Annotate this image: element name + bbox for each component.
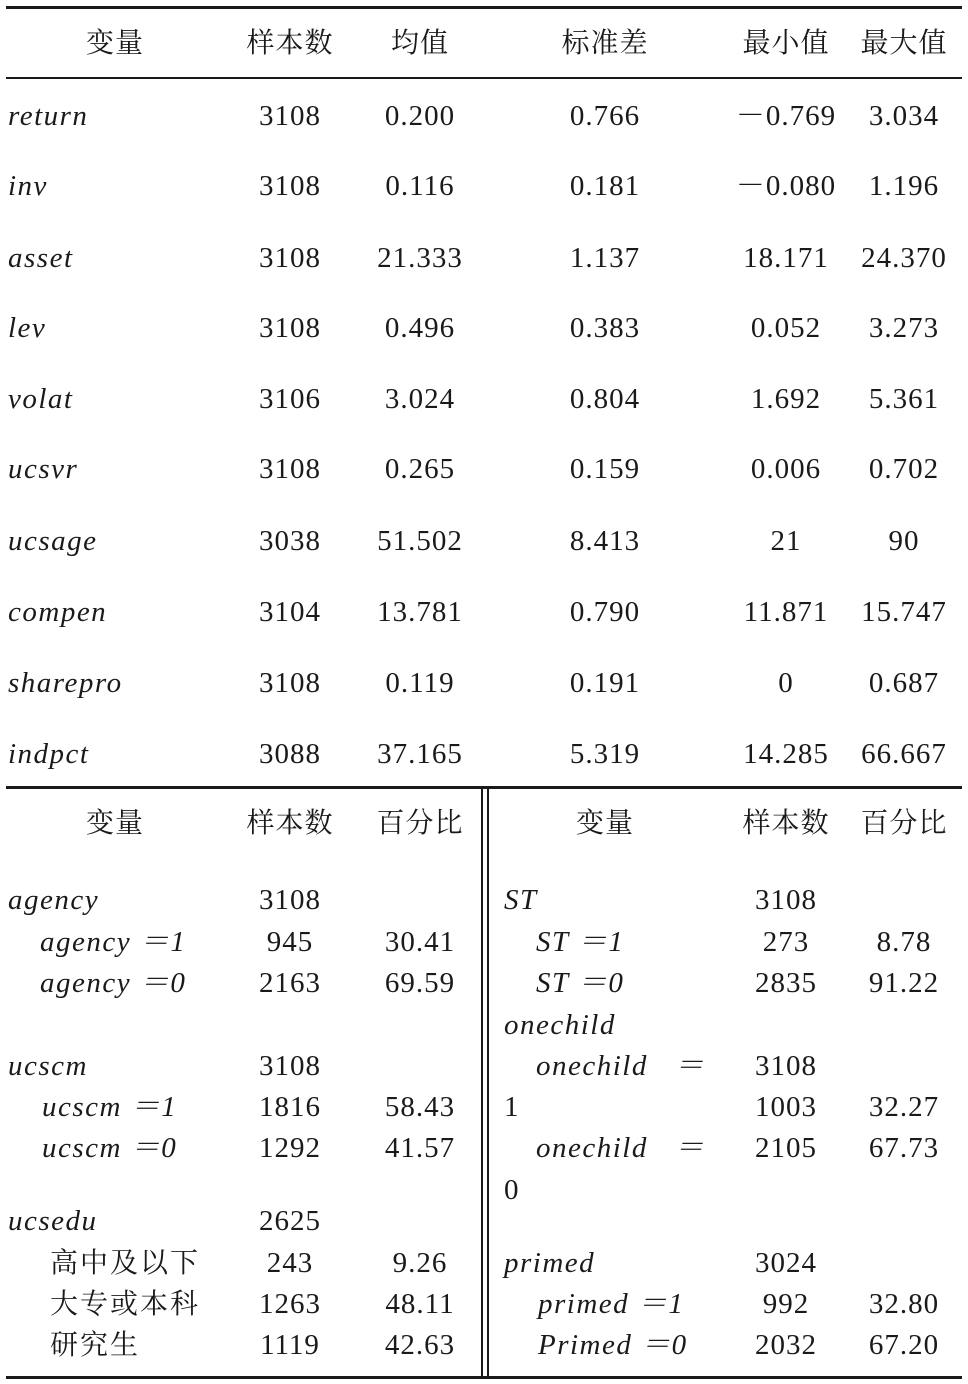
right-row-percent: 32.27	[868, 1091, 940, 1123]
top-header-3: 标准差	[561, 26, 649, 59]
left-row-label: agency ＝1	[40, 926, 187, 958]
left-row-percent: 48.11	[385, 1288, 455, 1320]
right-row-label: 1	[504, 1091, 519, 1123]
left-row-percent	[360, 1046, 480, 1086]
top-row-min: －0.080	[735, 170, 837, 202]
top-row-variable: return	[8, 100, 89, 132]
left-row-label: ucsedu	[8, 1205, 98, 1237]
right-row-label: ST	[504, 884, 538, 916]
right-row-percent: 32.80	[868, 1288, 940, 1320]
top-row-min: 18.171	[743, 242, 829, 274]
left-row-count: 1263	[259, 1288, 321, 1320]
right-row-count	[726, 1170, 846, 1210]
bottom-right-header-1: 样本数	[742, 806, 830, 839]
bottom-left-header-2: 百分比	[376, 806, 464, 839]
left-row-count: 2625	[259, 1205, 321, 1237]
right-row-percent	[844, 880, 964, 920]
left-row-percent: 69.59	[384, 967, 456, 999]
right-row-percent: 67.20	[868, 1329, 940, 1361]
right-row-label: ST ＝1	[536, 926, 625, 958]
left-row-count: 945	[266, 926, 314, 958]
top-row-max: 0.702	[868, 453, 940, 485]
left-row-label: 研究生	[50, 1328, 141, 1361]
right-row-count: 3024	[755, 1247, 817, 1279]
top-row-variable: compen	[8, 596, 108, 628]
left-row-label: ucscm	[8, 1050, 88, 1082]
top-row-sd: 5.319	[569, 738, 641, 770]
top-row-min: 0.006	[750, 453, 822, 485]
top-row-min: 11.871	[743, 596, 829, 628]
top-row-min: 21	[770, 525, 802, 557]
top-row-variable: asset	[8, 242, 74, 274]
top-row-mean: 0.119	[385, 667, 455, 699]
top-row-mean: 0.265	[384, 453, 456, 485]
right-row-label: primed	[504, 1247, 596, 1279]
left-row-label: ucscm ＝1	[42, 1091, 178, 1123]
left-row-percent: 9.26	[392, 1247, 448, 1279]
left-row-count: 3108	[259, 1050, 321, 1082]
bottom-left-header-1: 样本数	[246, 806, 334, 839]
top-row-sd: 0.383	[569, 312, 641, 344]
panel-divider-left	[481, 789, 483, 1376]
right-row-count: 273	[762, 926, 810, 958]
left-row-percent	[360, 880, 480, 920]
right-row-count: 3108	[755, 1050, 817, 1082]
left-row-percent: 58.43	[384, 1091, 456, 1123]
top-row-min: 0	[778, 667, 794, 699]
right-row-count: 3108	[755, 884, 817, 916]
top-row-sd: 0.804	[569, 383, 641, 415]
left-row-percent	[360, 1201, 480, 1241]
top-row-variable: ucsvr	[8, 453, 79, 485]
top-header-5: 最大值	[860, 26, 948, 59]
top-row-n: 3104	[259, 596, 321, 628]
top-row-mean: 51.502	[377, 525, 463, 557]
panel-divider-right	[487, 789, 489, 1376]
right-row-percent: 8.78	[876, 926, 932, 958]
top-row-max: 24.370	[861, 242, 947, 274]
top-row-variable: inv	[8, 170, 48, 202]
top-row-sd: 0.766	[569, 100, 641, 132]
left-row-percent: 41.57	[384, 1132, 456, 1164]
top-row-mean: 3.024	[384, 383, 456, 415]
right-row-count: 1003	[755, 1091, 817, 1123]
top-row-sd: 0.790	[569, 596, 641, 628]
top-row-max: 1.196	[868, 170, 940, 202]
section-rule	[6, 786, 962, 789]
left-row-label: agency ＝0	[40, 967, 187, 999]
right-row-count: 992	[762, 1288, 810, 1320]
right-row-label: onechild ＝	[536, 1050, 706, 1082]
top-row-mean: 0.200	[384, 100, 456, 132]
right-row-percent	[844, 1046, 964, 1086]
top-row-mean: 0.116	[385, 170, 455, 202]
top-row-n: 3106	[259, 383, 321, 415]
left-row-label: ucscm ＝0	[42, 1132, 178, 1164]
top-row-max: 90	[888, 525, 920, 557]
top-row-max: 0.687	[868, 667, 940, 699]
top-row-sd: 0.191	[569, 667, 641, 699]
left-row-percent: 42.63	[384, 1329, 456, 1361]
top-row-min: 1.692	[750, 383, 822, 415]
top-header-0: 变量	[85, 26, 144, 59]
top-row-max: 3.273	[868, 312, 940, 344]
bottom-right-header-2: 百分比	[860, 806, 948, 839]
right-row-label: onechild ＝	[536, 1132, 706, 1164]
top-row-variable: lev	[8, 312, 47, 344]
top-row-n: 3088	[259, 738, 321, 770]
top-rule	[6, 6, 962, 9]
right-row-percent: 91.22	[868, 967, 940, 999]
top-row-min: －0.769	[735, 100, 837, 132]
bottom-right-header-0: 变量	[575, 806, 634, 839]
right-row-percent	[844, 1170, 964, 1210]
right-row-count: 2835	[755, 967, 817, 999]
top-row-sd: 0.159	[569, 453, 641, 485]
left-row-count: 243	[266, 1247, 314, 1279]
top-row-max: 5.361	[868, 383, 940, 415]
top-row-n: 3108	[259, 242, 321, 274]
top-row-n: 3108	[259, 453, 321, 485]
top-row-sd: 8.413	[569, 525, 641, 557]
top-row-mean: 13.781	[377, 596, 463, 628]
left-row-count: 1292	[259, 1132, 321, 1164]
top-row-sd: 0.181	[569, 170, 641, 202]
top-row-variable: ucsage	[8, 525, 98, 557]
top-row-mean: 0.496	[384, 312, 456, 344]
top-header-4: 最小值	[742, 26, 830, 59]
right-row-label: ST ＝0	[536, 967, 625, 999]
bottom-left-header-0: 变量	[85, 806, 144, 839]
top-header-1: 样本数	[246, 26, 334, 59]
left-row-label: 高中及以下	[50, 1246, 201, 1279]
top-row-variable: sharepro	[8, 667, 123, 699]
top-row-n: 3108	[259, 100, 321, 132]
top-row-variable: indpct	[8, 738, 90, 770]
right-row-label: Primed ＝0	[538, 1329, 688, 1361]
right-row-count: 2032	[755, 1329, 817, 1361]
right-row-count	[726, 1005, 846, 1045]
top-row-mean: 37.165	[377, 738, 463, 770]
right-row-label: onechild	[504, 1009, 616, 1041]
left-row-count: 1119	[260, 1329, 320, 1361]
top-row-mean: 21.333	[377, 242, 463, 274]
bottom-rule	[6, 1376, 962, 1379]
right-row-percent	[844, 1243, 964, 1283]
top-row-sd: 1.137	[569, 242, 641, 274]
left-row-label: agency	[8, 884, 100, 916]
left-row-percent: 30.41	[384, 926, 456, 958]
top-row-n: 3108	[259, 170, 321, 202]
header-rule	[6, 77, 962, 79]
right-row-percent: 67.73	[868, 1132, 940, 1164]
top-row-n: 3108	[259, 312, 321, 344]
right-row-label: 0	[504, 1174, 519, 1206]
right-row-percent	[844, 1005, 964, 1045]
top-row-variable: volat	[8, 383, 74, 415]
left-row-label: 大专或本科	[50, 1287, 201, 1320]
left-row-count: 2163	[259, 967, 321, 999]
right-row-count: 2105	[755, 1132, 817, 1164]
right-row-label: primed ＝1	[538, 1288, 685, 1320]
top-header-2: 均值	[390, 26, 449, 59]
left-row-count: 3108	[259, 884, 321, 916]
top-row-max: 3.034	[868, 100, 940, 132]
top-row-n: 3108	[259, 667, 321, 699]
top-row-min: 14.285	[743, 738, 829, 770]
left-row-count: 1816	[259, 1091, 321, 1123]
top-row-n: 3038	[259, 525, 321, 557]
top-row-min: 0.052	[750, 312, 822, 344]
top-row-max: 66.667	[861, 738, 947, 770]
top-row-max: 15.747	[861, 596, 947, 628]
